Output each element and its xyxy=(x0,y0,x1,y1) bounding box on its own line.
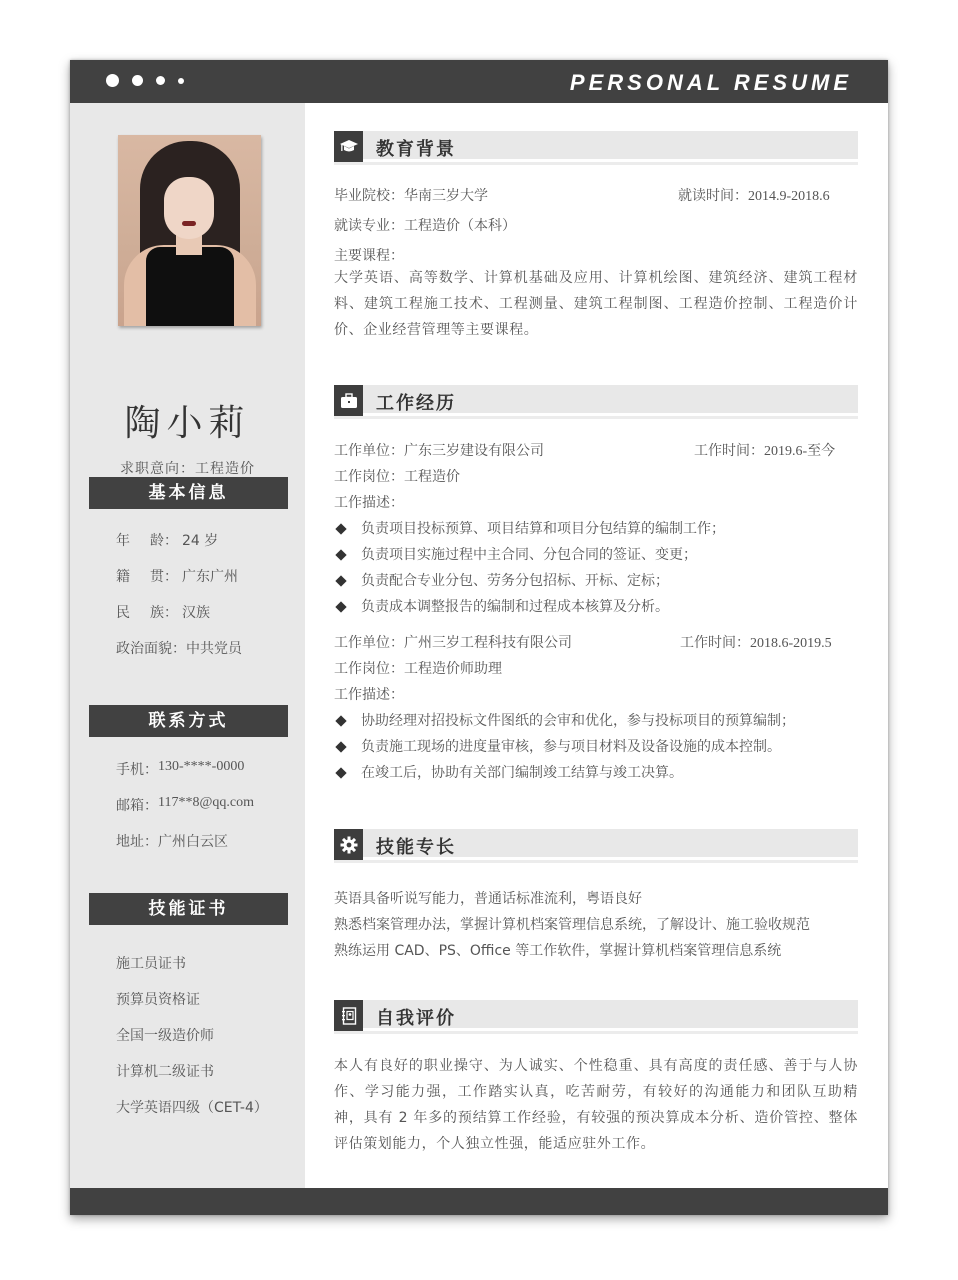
job-1-duty: 负责项目实施过程中主合同、分包合同的签证、变更； xyxy=(334,544,697,564)
dot-icon xyxy=(106,74,119,87)
job-objective: 求职意向：工程造价 xyxy=(120,461,255,477)
job-2-duty: 协助经理对招投标文件图纸的会审和优化，参与投标项目的预算编制； xyxy=(334,710,795,730)
dot-icon xyxy=(132,75,143,86)
education-school: 毕业院校：华南三岁大学 xyxy=(334,188,488,204)
job-2-company: 工作单位：广州三岁工程科技有限公司 xyxy=(334,635,572,651)
education-major: 就读专业：工程造价（本科） xyxy=(334,218,516,234)
sidebar xyxy=(70,103,305,1188)
job-2-duty: 负责施工现场的进度量审核，参与项目材料及设备设施的成本控制。 xyxy=(334,736,781,756)
diamond-bullet-icon xyxy=(335,523,346,534)
self-evaluation-text: 本人有良好的职业操守、为人诚实、个性稳重、具有高度的责任感、善于与人协作、学习能力强，工作踏实认真，吃苦耐劳，有较好的沟通能力和团队互助精神，具有 2 年多的预结算工作经验，有较强的预决算成本分析、造价管控、整体评估策划能力，个人独立性强，能适应驻外工作。 xyxy=(334,1058,858,1152)
job-2-desc-label: 工作描述： xyxy=(334,687,404,703)
info-row-hometown: 籍 贯： 广东广州 xyxy=(116,569,238,585)
section-title: 教育背景 xyxy=(376,139,456,160)
certificate-item: 施工员证书 xyxy=(116,956,186,972)
header-bar xyxy=(70,60,888,103)
resume-page xyxy=(70,60,888,1215)
contact-address: 地址： 广州白云区 xyxy=(116,834,228,850)
diamond-bullet-icon xyxy=(335,715,346,726)
education-period: 就读时间：2014.9-2018.6 xyxy=(678,188,830,204)
job-2-duty: 在竣工后，协助有关部门编制竣工结算与竣工决算。 xyxy=(334,762,683,782)
address-book-icon xyxy=(334,1000,363,1031)
job-1-duty: 负责配合专业分包、劳务分包招标、开标、定标； xyxy=(334,570,669,590)
section-education-header xyxy=(334,131,858,162)
diamond-bullet-icon xyxy=(335,767,346,778)
contact-list xyxy=(116,759,296,867)
certificate-item: 全国一级造价师 xyxy=(116,1028,214,1044)
section-self-eval-header xyxy=(334,1000,858,1031)
education-courses-label: 主要课程： xyxy=(334,248,404,264)
diamond-bullet-icon xyxy=(335,741,346,752)
job-2-period: 工作时间：2018.6-2019.5 xyxy=(680,635,832,651)
section-work-header xyxy=(334,385,858,416)
job-1-duty: 负责成本调整报告的编制和过程成本核算及分析。 xyxy=(334,596,669,616)
basic-info-list xyxy=(116,530,296,674)
skill-line: 熟悉档案管理办法，掌握计算机档案管理信息系统，了解设计、施工验收规范 xyxy=(334,917,810,933)
job-2-position: 工作岗位：工程造价师助理 xyxy=(334,661,502,677)
basic-info-heading: 基本信息 xyxy=(89,477,288,509)
skill-line: 英语具备听说写能力，普通话标准流利，粤语良好 xyxy=(334,891,642,907)
certificate-item: 大学英语四级（CET-4） xyxy=(116,1100,268,1116)
info-row-political: 政治面貌 ： 中共党员 xyxy=(116,641,242,657)
job-1-position: 工作岗位：工程造价 xyxy=(334,469,460,485)
diamond-bullet-icon xyxy=(335,549,346,560)
dot-icon xyxy=(178,78,184,84)
candidate-name: 陶小莉 xyxy=(124,403,251,444)
footer-bar xyxy=(70,1188,888,1215)
job-1-desc-label: 工作描述： xyxy=(334,495,404,511)
dot-icon xyxy=(156,76,165,85)
section-skills-header xyxy=(334,829,858,860)
job-1-company: 工作单位：广东三岁建设有限公司 xyxy=(334,443,544,459)
profile-photo xyxy=(118,135,261,326)
certificates-heading: 技能证书 xyxy=(89,893,288,925)
gear-icon xyxy=(334,829,363,860)
contact-heading: 联系方式 xyxy=(89,705,288,737)
contact-phone: 手机： 130-****-0000 xyxy=(116,759,245,778)
info-row-age: 年 龄： 24 岁 xyxy=(116,533,219,549)
certificate-item: 预算员资格证 xyxy=(116,992,200,1008)
skill-line: 熟练运用 CAD、PS、Office 等工作软件，掌握计算机档案管理信息系统 xyxy=(334,943,782,959)
briefcase-icon xyxy=(334,385,363,416)
resume-title: PERSONAL RESUME xyxy=(569,70,852,95)
section-title: 技能专长 xyxy=(376,837,456,858)
job-1-period: 工作时间：2019.6-至今 xyxy=(694,443,836,459)
section-title: 工作经历 xyxy=(376,393,456,414)
education-courses: 大学英语、高等数学、计算机基础及应用、计算机绘图、建筑经济、建筑工程材料、建筑工程施工技术、工程测量、建筑工程制图、工程造价控制、工程造价计价、企业经营管理等主要课程。 xyxy=(334,270,858,338)
diamond-bullet-icon xyxy=(335,575,346,586)
contact-email: 邮箱： 117**8@qq.com xyxy=(116,795,254,814)
job-1-duty: 负责项目投标预算、项目结算和项目分包结算的编制工作； xyxy=(334,518,725,538)
certificates-list xyxy=(116,953,296,1133)
info-row-ethnicity: 民 族： 汉族 xyxy=(116,605,210,621)
diamond-bullet-icon xyxy=(335,601,346,612)
decorative-dots xyxy=(106,74,197,87)
graduation-cap-icon xyxy=(334,131,363,162)
certificate-item: 计算机二级证书 xyxy=(116,1064,214,1080)
section-title: 自我评价 xyxy=(376,1008,456,1029)
